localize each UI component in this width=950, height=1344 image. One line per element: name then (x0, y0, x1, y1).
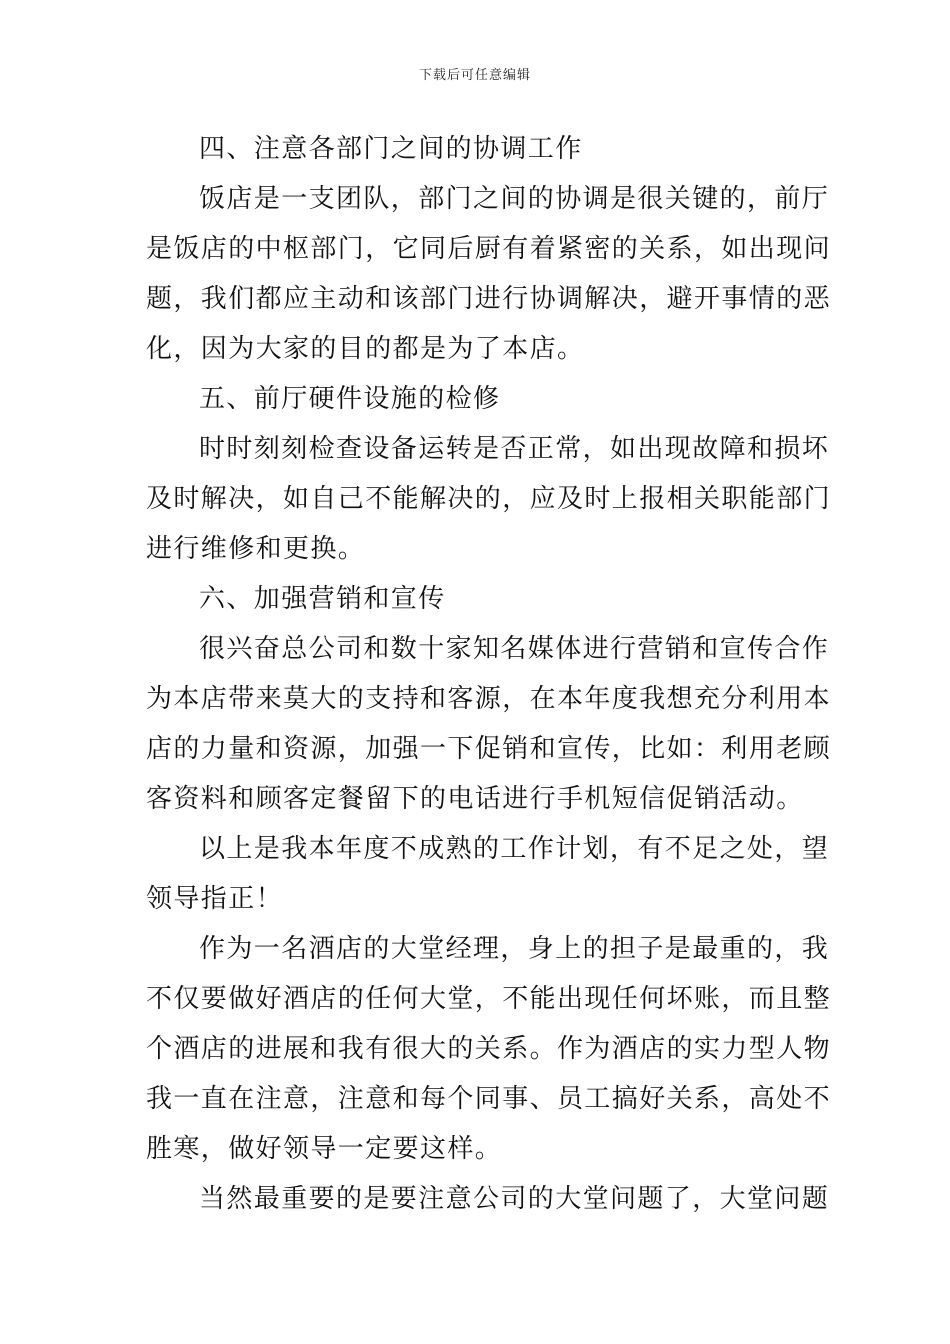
paragraph-line: 及时解决，如自己不能解决的，应及时上报相关职能部门 (146, 484, 832, 514)
paragraph-line: 作为一名酒店的大堂经理，身上的担子是最重的，我 (199, 934, 830, 964)
paragraph-line: 以上是我本年度不成熟的工作计划，有不足之处，望 (199, 834, 830, 864)
paragraph-line: 进行维修和更换。 (146, 534, 366, 564)
section-heading-6: 六、加强营销和宣传 (199, 584, 446, 614)
document-body (146, 124, 832, 1224)
paragraph-line: 领导指正！ (146, 884, 284, 914)
section-heading-5: 五、前厅硬件设施的检修 (199, 384, 501, 414)
paragraph-line: 是饭店的中枢部门，它同后厨有着紧密的关系，如出现问 (146, 234, 832, 264)
paragraph-line: 当然最重要的是要注意公司的大堂问题了，大堂问题 (199, 1184, 830, 1214)
page-header: 下载后可任意编辑 (418, 68, 531, 83)
paragraph-line: 很兴奋总公司和数十家知名媒体进行营销和宣传合作 (199, 634, 830, 664)
paragraph-line: 我一直在注意，注意和每个同事、员工搞好关系，高处不 (146, 1084, 832, 1114)
paragraph-line: 个酒店的进展和我有很大的关系。作为酒店的实力型人物 (146, 1034, 832, 1064)
section-heading-4: 四、注意各部门之间的协调工作 (199, 134, 583, 164)
paragraph-line: 店的力量和资源，加强一下促销和宣传，比如：利用老顾 (146, 734, 832, 764)
paragraph-line: 胜寒，做好领导一定要这样。 (146, 1134, 503, 1164)
paragraph-line: 为本店带来莫大的支持和客源，在本年度我想充分利用本 (146, 684, 832, 714)
paragraph-line: 饭店是一支团队，部门之间的协调是很关键的，前厅 (199, 184, 830, 214)
paragraph-line: 化，因为大家的目的都是为了本店。 (146, 334, 585, 364)
paragraph-line: 题，我们都应主动和该部门进行协调解决，避开事情的恶 (146, 284, 832, 314)
paragraph-line: 客资料和顾客定餐留下的电话进行手机短信促销活动。 (146, 784, 804, 814)
paragraph-line: 不仅要做好酒店的任何大堂，不能出现任何坏账，而且整 (146, 984, 832, 1014)
paragraph-line: 时时刻刻检查设备运转是否正常，如出现故障和损坏 (199, 434, 830, 464)
